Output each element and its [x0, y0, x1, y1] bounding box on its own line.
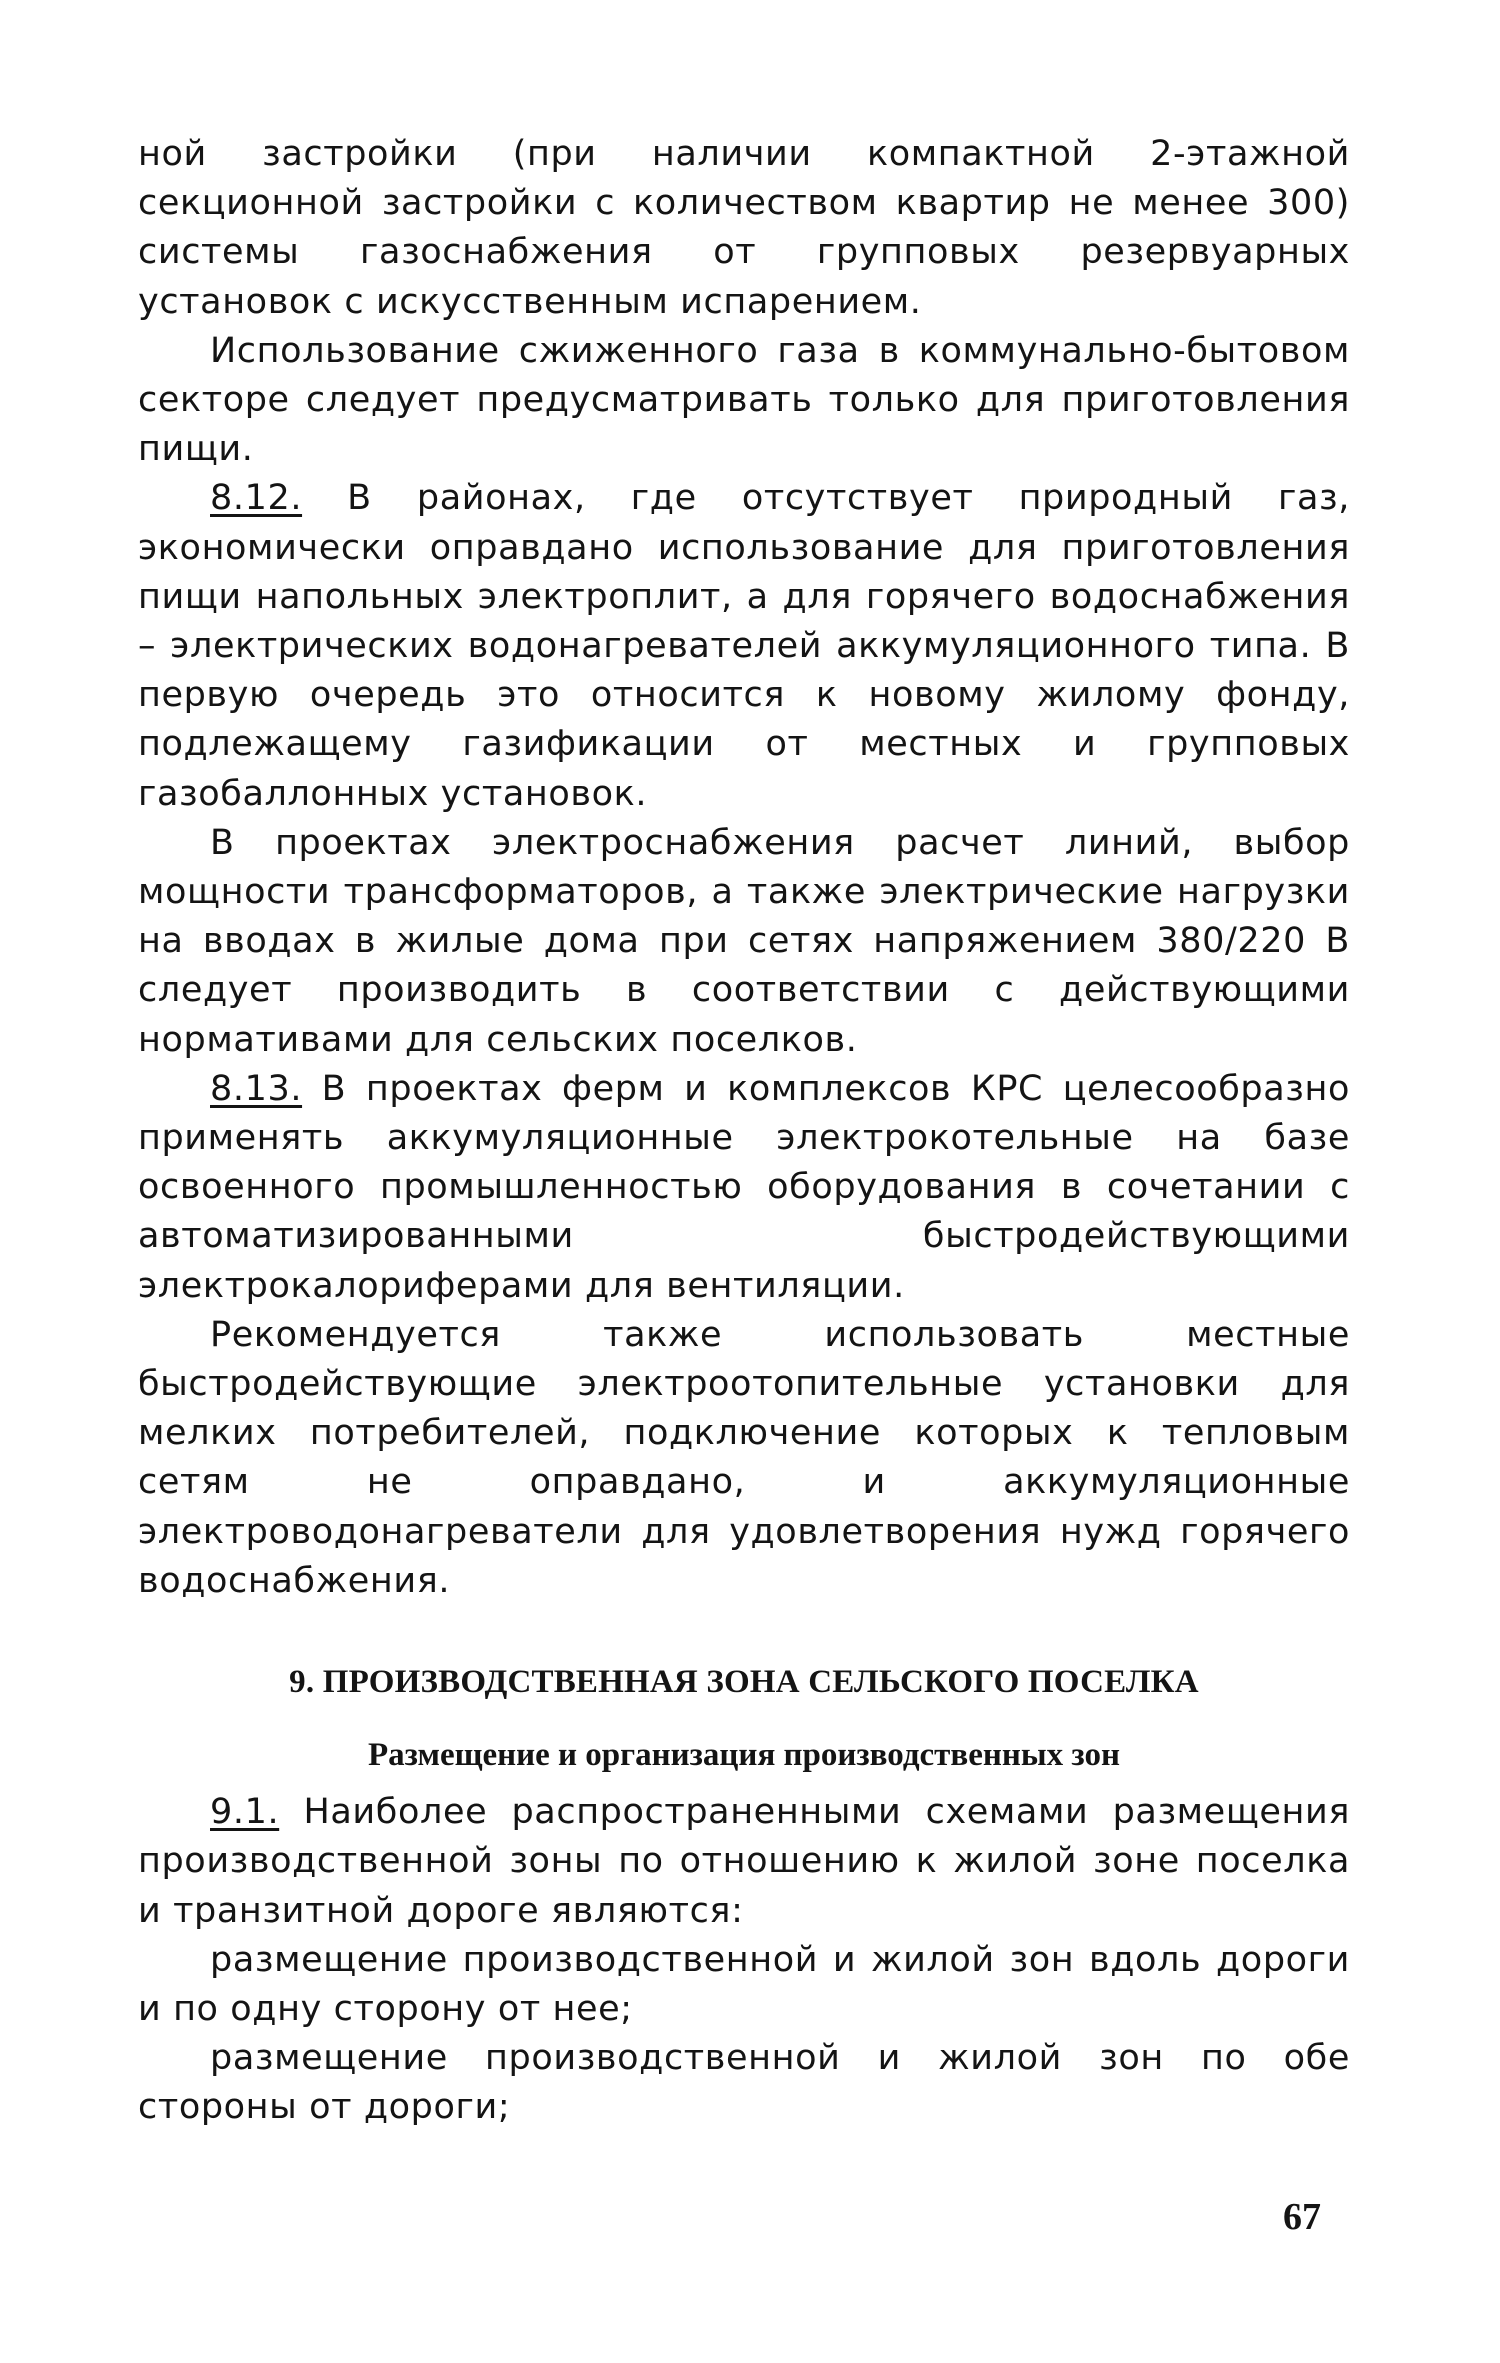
paragraph-number: 9.1.	[210, 1792, 280, 1833]
paragraph-number: 8.13.	[210, 1068, 303, 1109]
paragraph-text: Наиболее распространенными схемами размещения производственной зоны по отношению к жилой зоне поселка и транзитной дороге являются:	[138, 1792, 1350, 1931]
paragraph-continuation: ной застройки (при наличии компактной 2-этажной секционной застройки с количеством квартир не менее 300) системы газоснабжения от групповых резервуарных установок с искусственным испарением.	[138, 134, 1350, 322]
list-item: размещение производственной и жилой зон вдоль дороги и по одну сторону от нее;	[138, 1939, 1350, 2029]
section-title: 9. ПРОИЗВОДСТВЕННАЯ ЗОНА СЕЛЬСКОГО ПОСЕЛКА	[289, 1664, 1199, 1701]
paragraph-text: В проектах ферм и комплексов КРС целесообразно применять аккумуляционные электрокотельные на базе освоенного промышленностью оборудования в сочетании с автоматизированными быстродействующими электрокалориферами для вентиляции.	[138, 1068, 1350, 1306]
subsection-title: Размещение и организация производственных зон	[368, 1737, 1120, 1774]
list-item: размещение производственной и жилой зон по обе стороны от дороги;	[138, 2038, 1350, 2128]
body-text	[138, 130, 1350, 2133]
paragraph-text: В районах, где отсутствует природный газ, экономически оправдано использование для приготовления пищи напольных электроплит, а для горячего водоснабжения – электрических водонагревателей аккумуляционного типа. В первую очередь это относится к новому жилому фонду, подлежащему газификации от местных и групповых газобаллонных установок.	[138, 478, 1350, 814]
paragraph-8-12	[138, 474, 1350, 818]
paragraph-number: 8.12.	[210, 478, 303, 519]
paragraph-power-supply: В проектах электроснабжения расчет линий, выбор мощности трансформаторов, а также электрические нагрузки на вводах в жилые дома при сетях напряжением 380/220 В следует производить в соответствии с действующими нормативами для сельских поселков.	[138, 822, 1350, 1060]
page-number: 67	[1283, 2196, 1321, 2238]
paragraph-8-13	[138, 1065, 1350, 1311]
paragraph-liquefied-gas: Использование сжиженного газа в коммунально-бытовом секторе следует предусматривать только для приготовления пищи.	[138, 330, 1350, 470]
paragraph-recommendation: Рекомендуется также использовать местные быстродействующие электроотопительные установки для мелких потребителей, подключение которых к тепловым сетям не оправдано, и аккумуляционные электроводонагреватели для удовлетворения нужд горячего водоснабжения.	[138, 1314, 1350, 1601]
paragraph-9-1	[138, 1788, 1350, 1936]
